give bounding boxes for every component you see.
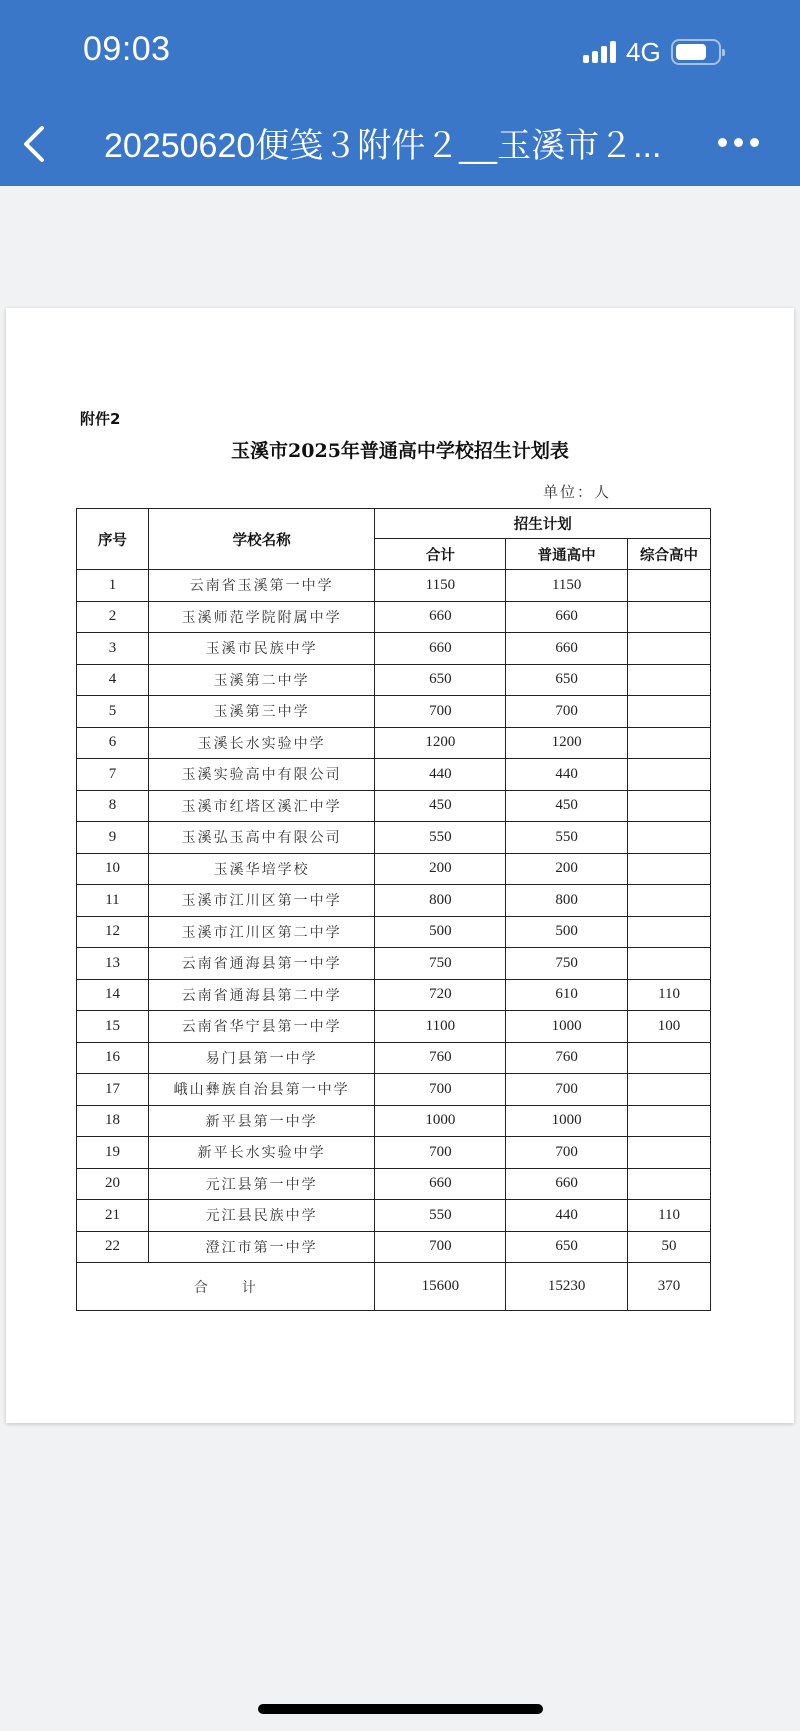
document-page[interactable] [6, 308, 794, 1423]
row-regular: 660 [506, 1168, 628, 1200]
row-comprehensive: 50 [628, 1231, 711, 1263]
row-total: 450 [375, 790, 506, 822]
row-school-name: 玉溪市江川区第二中学 [148, 916, 375, 948]
row-comprehensive [628, 696, 711, 728]
table-row [77, 979, 711, 1011]
row-regular: 1200 [506, 727, 628, 759]
table-row [77, 885, 711, 917]
row-total: 660 [375, 1168, 506, 1200]
header-total: 合计 [375, 539, 506, 570]
row-no: 19 [77, 1137, 149, 1169]
row-school-name: 新平县第一中学 [148, 1105, 375, 1137]
row-comprehensive [628, 948, 711, 980]
row-comprehensive [628, 885, 711, 917]
row-comprehensive [628, 916, 711, 948]
row-comprehensive [628, 1168, 711, 1200]
table-row [77, 853, 711, 885]
header-comprehensive: 综合高中 [628, 539, 711, 570]
row-regular: 650 [506, 1231, 628, 1263]
table-row [77, 1137, 711, 1169]
row-school-name: 易门县第一中学 [148, 1042, 375, 1074]
battery-icon [671, 39, 721, 65]
row-no: 8 [77, 790, 149, 822]
row-regular: 610 [506, 979, 628, 1011]
table-row [77, 727, 711, 759]
more-options-button[interactable] [718, 130, 768, 154]
table-row [77, 790, 711, 822]
status-time: 09:03 [83, 30, 171, 68]
row-total: 660 [375, 601, 506, 633]
row-no: 16 [77, 1042, 149, 1074]
row-regular: 200 [506, 853, 628, 885]
row-total: 550 [375, 822, 506, 854]
row-comprehensive [628, 822, 711, 854]
row-total: 550 [375, 1200, 506, 1232]
row-total: 650 [375, 664, 506, 696]
row-regular: 700 [506, 1074, 628, 1106]
unit-label: 单位：人 [543, 483, 612, 501]
chevron-left-icon [14, 120, 54, 168]
row-comprehensive [628, 633, 711, 665]
row-total: 1000 [375, 1105, 506, 1137]
row-total: 700 [375, 696, 506, 728]
row-school-name: 云南省玉溪第一中学 [148, 570, 375, 602]
row-total: 1150 [375, 570, 506, 602]
row-school-name: 玉溪市民族中学 [148, 633, 375, 665]
row-school-name: 玉溪师范学院附属中学 [148, 601, 375, 633]
row-comprehensive [628, 1105, 711, 1137]
more-horizontal-icon [718, 138, 727, 147]
status-indicators [583, 38, 721, 66]
row-regular: 450 [506, 790, 628, 822]
row-no: 1 [77, 570, 149, 602]
app-header [0, 0, 800, 186]
row-school-name: 玉溪市江川区第一中学 [148, 885, 375, 917]
network-type: 4G [626, 36, 661, 67]
row-regular: 760 [506, 1042, 628, 1074]
table-row [77, 948, 711, 980]
row-school-name: 玉溪第二中学 [148, 664, 375, 696]
row-no: 12 [77, 916, 149, 948]
row-no: 4 [77, 664, 149, 696]
row-total: 720 [375, 979, 506, 1011]
row-no: 22 [77, 1231, 149, 1263]
row-school-name: 玉溪长水实验中学 [148, 727, 375, 759]
row-comprehensive [628, 853, 711, 885]
row-no: 10 [77, 853, 149, 885]
row-school-name: 新平长水实验中学 [148, 1137, 375, 1169]
row-no: 7 [77, 759, 149, 791]
row-no: 11 [77, 885, 149, 917]
table-row [77, 1105, 711, 1137]
row-no: 6 [77, 727, 149, 759]
row-total: 1200 [375, 727, 506, 759]
row-comprehensive [628, 601, 711, 633]
enrollment-plan-table [76, 508, 711, 1311]
row-regular: 700 [506, 696, 628, 728]
row-regular: 750 [506, 948, 628, 980]
row-comprehensive: 110 [628, 1200, 711, 1232]
row-total: 760 [375, 1042, 506, 1074]
table-row [77, 570, 711, 602]
row-no: 9 [77, 822, 149, 854]
total-row [77, 1263, 711, 1311]
row-total: 200 [375, 853, 506, 885]
row-comprehensive: 110 [628, 979, 711, 1011]
row-total: 800 [375, 885, 506, 917]
row-no: 13 [77, 948, 149, 980]
home-indicator[interactable] [258, 1704, 543, 1714]
total-regular: 15230 [506, 1263, 628, 1311]
header-no: 序号 [77, 509, 149, 570]
table-row [77, 759, 711, 791]
row-comprehensive: 100 [628, 1011, 711, 1043]
row-comprehensive [628, 1042, 711, 1074]
row-total: 500 [375, 916, 506, 948]
header-regular: 普通高中 [506, 539, 628, 570]
row-school-name: 玉溪实验高中有限公司 [148, 759, 375, 791]
document-heading: 玉溪市2025年普通高中学校招生计划表 [231, 440, 569, 462]
row-school-name: 元江县第一中学 [148, 1168, 375, 1200]
table-row [77, 601, 711, 633]
row-no: 21 [77, 1200, 149, 1232]
row-school-name: 玉溪第三中学 [148, 696, 375, 728]
row-no: 14 [77, 979, 149, 1011]
header-school-name: 学校名称 [148, 509, 375, 570]
row-no: 20 [77, 1168, 149, 1200]
row-total: 750 [375, 948, 506, 980]
row-comprehensive [628, 664, 711, 696]
row-comprehensive [628, 790, 711, 822]
row-regular: 660 [506, 633, 628, 665]
row-no: 17 [77, 1074, 149, 1106]
row-total: 1100 [375, 1011, 506, 1043]
row-total: 440 [375, 759, 506, 791]
row-regular: 1000 [506, 1105, 628, 1137]
row-comprehensive [628, 727, 711, 759]
row-total: 660 [375, 633, 506, 665]
row-total: 700 [375, 1074, 506, 1106]
table-row [77, 1011, 711, 1043]
back-button[interactable] [14, 120, 54, 168]
table-row [77, 696, 711, 728]
row-regular: 440 [506, 1200, 628, 1232]
table-row [77, 1168, 711, 1200]
header-plan: 招生计划 [375, 509, 711, 539]
table-row [77, 822, 711, 854]
row-school-name: 玉溪市红塔区溪汇中学 [148, 790, 375, 822]
row-regular: 700 [506, 1137, 628, 1169]
attachment-label: 附件2 [80, 410, 121, 428]
row-comprehensive [628, 570, 711, 602]
document-title: 20250620便笺３附件２__玉溪市２... [104, 127, 662, 165]
row-school-name: 澄江市第一中学 [148, 1231, 375, 1263]
row-regular: 660 [506, 601, 628, 633]
row-total: 700 [375, 1137, 506, 1169]
row-regular: 1150 [506, 570, 628, 602]
table-row [77, 633, 711, 665]
row-school-name: 玉溪弘玉高中有限公司 [148, 822, 375, 854]
row-school-name: 元江县民族中学 [148, 1200, 375, 1232]
row-comprehensive [628, 1074, 711, 1106]
signal-bars-icon [583, 41, 616, 63]
row-school-name: 云南省通海县第一中学 [148, 948, 375, 980]
row-school-name: 峨山彝族自治县第一中学 [148, 1074, 375, 1106]
table-row [77, 1074, 711, 1106]
table-row [77, 664, 711, 696]
row-no: 2 [77, 601, 149, 633]
row-no: 18 [77, 1105, 149, 1137]
row-regular: 800 [506, 885, 628, 917]
row-no: 3 [77, 633, 149, 665]
row-comprehensive [628, 759, 711, 791]
row-no: 15 [77, 1011, 149, 1043]
row-regular: 1000 [506, 1011, 628, 1043]
total-sum: 15600 [375, 1263, 506, 1311]
row-no: 5 [77, 696, 149, 728]
row-comprehensive [628, 1137, 711, 1169]
total-label: 合 计 [77, 1263, 375, 1311]
row-school-name: 玉溪华培学校 [148, 853, 375, 885]
total-comprehensive: 370 [628, 1263, 711, 1311]
table-row [77, 916, 711, 948]
table-row [77, 1042, 711, 1074]
row-school-name: 云南省华宁县第一中学 [148, 1011, 375, 1043]
table-row [77, 1231, 711, 1263]
row-regular: 550 [506, 822, 628, 854]
table-row [77, 1200, 711, 1232]
row-regular: 500 [506, 916, 628, 948]
row-school-name: 云南省通海县第二中学 [148, 979, 375, 1011]
row-regular: 440 [506, 759, 628, 791]
row-regular: 650 [506, 664, 628, 696]
row-total: 700 [375, 1231, 506, 1263]
